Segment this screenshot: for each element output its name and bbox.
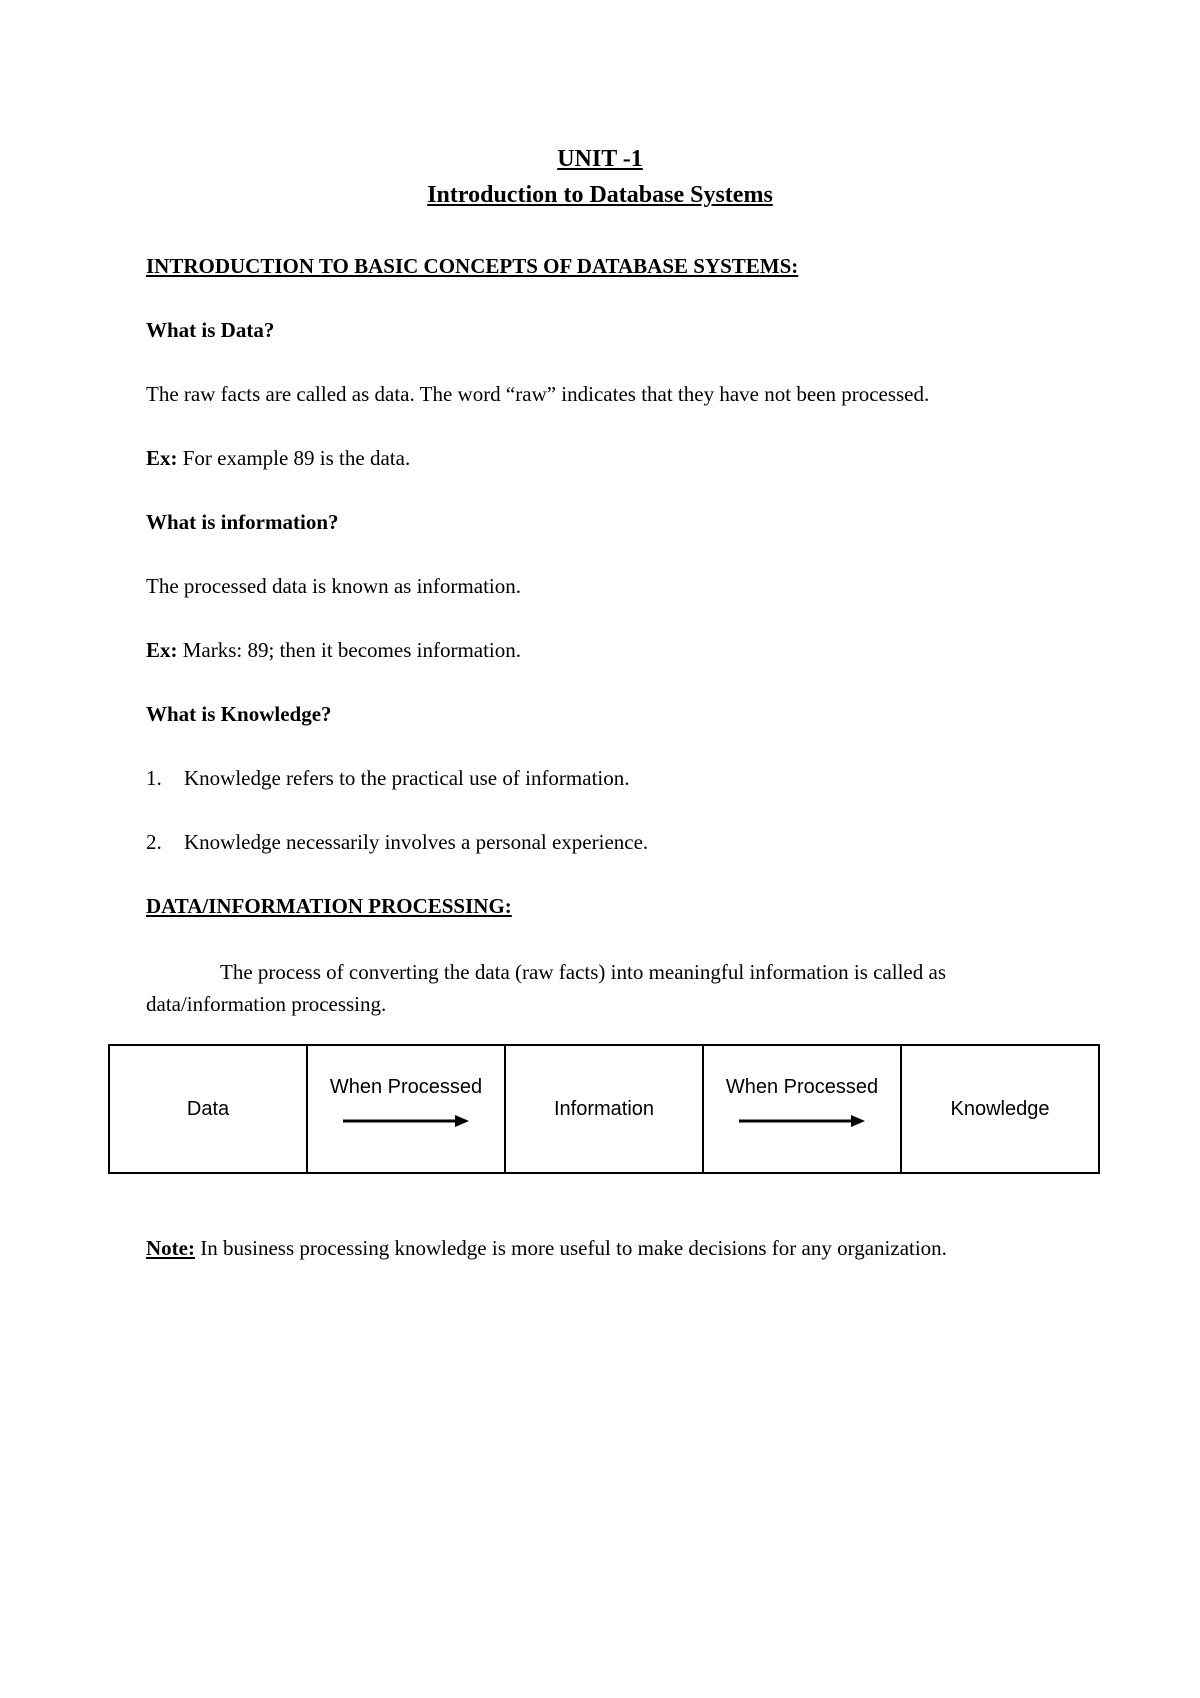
note-label: Note: [146, 1236, 195, 1260]
information-definition: The processed data is known as information. [146, 574, 521, 598]
processing-paragraph: The process of converting the data (raw facts) into meaningful information is called as data/information processing. [146, 960, 946, 1016]
right-arrow-icon [341, 1114, 471, 1128]
flow-cell-knowledge: Knowledge [901, 1045, 1099, 1173]
list-text: Knowledge necessarily involves a personal experience. [184, 830, 649, 854]
page-title: Introduction to Database Systems [427, 182, 773, 208]
question-knowledge: What is Knowledge? [146, 702, 332, 726]
question-information: What is information? [146, 510, 339, 534]
example-text: Marks: 89; then it becomes information. [177, 638, 522, 662]
processing-flow-diagram [108, 1044, 1100, 1174]
list-number: 2. [146, 830, 162, 854]
flow-cell-data: Data [109, 1045, 307, 1173]
right-arrow-icon [737, 1114, 867, 1128]
flow-cell-information: Information [505, 1045, 703, 1173]
data-example [146, 446, 410, 471]
question-data: What is Data? [146, 318, 275, 342]
example-text: For example 89 is the data. [177, 446, 411, 470]
information-example [146, 638, 521, 663]
unit-title: UNIT -1 [557, 146, 643, 172]
section-heading-processing: DATA/INFORMATION PROCESSING: [146, 894, 512, 918]
data-definition: The raw facts are called as data. The word “raw” indicates that they have not been processed. [146, 382, 930, 406]
list-number: 1. [146, 766, 162, 790]
note-text: In business processing knowledge is more useful to make decisions for any organization. [194, 1236, 947, 1260]
flow-cell-arrow [703, 1045, 901, 1173]
list-text: Knowledge refers to the practical use of information. [184, 766, 630, 790]
arrow-label: When Processed [725, 1076, 879, 1098]
example-label: Ex: [146, 638, 178, 662]
example-label: Ex: [146, 446, 178, 470]
list-item [146, 830, 648, 855]
list-item [146, 766, 630, 791]
section-heading-basic-concepts: INTRODUCTION TO BASIC CONCEPTS OF DATABASE SYSTEMS: [146, 254, 799, 278]
note [146, 1236, 947, 1261]
arrow-label: When Processed [329, 1076, 483, 1098]
flow-cell-arrow [307, 1045, 505, 1173]
